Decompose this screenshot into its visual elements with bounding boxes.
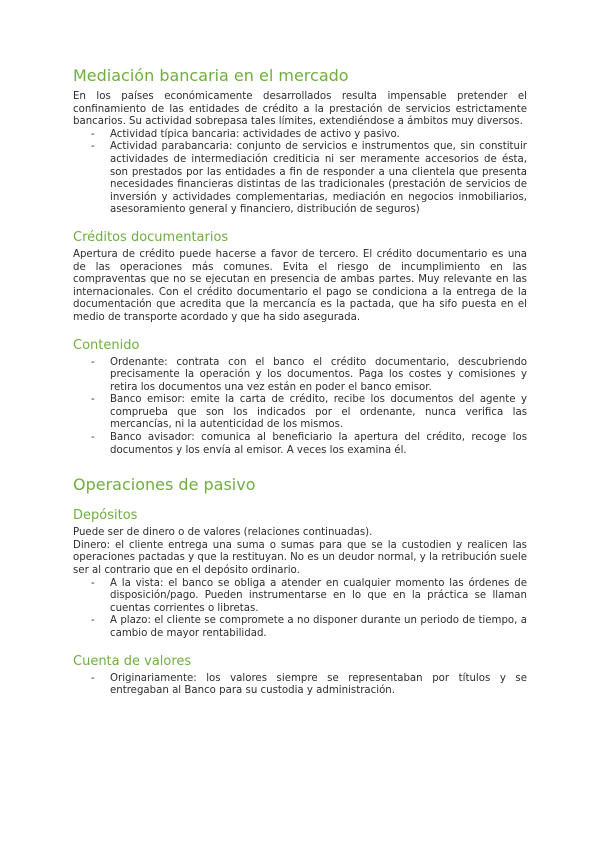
heading-pasivo: Operaciones de pasivo — [73, 475, 256, 495]
document-page — [73, 66, 527, 698]
list-item: - A plazo: el cliente se compromete a no disponer durante un periodo de tiempo, a cambio de mayor rentabilidad. — [110, 615, 527, 640]
list-depositos — [73, 578, 527, 641]
heading-depositos: Depósitos — [73, 508, 138, 524]
heading-contenido: Contenido — [73, 337, 140, 353]
list-item: - A la vista: el banco se obliga a atender en cualquier momento las órdenes de disposición/pago. Pueden instrumentarse en lo que en la práctica se llaman cuentas corrientes o libretas. — [110, 578, 527, 616]
paragraph-depositos-2: Dinero: el cliente entrega una suma o sumas para que se la custodien y realicen las operaciones pactadas y que la restituyan. No es un deudor normal, y la retribución suele ser al contrario que en el depósito ordinario. — [73, 539, 527, 577]
list-item: - Originariamente: los valores siempre se representaban por títulos y se entregaban al Banco para su custodia y administración. — [110, 673, 527, 698]
list-item: - Actividad parabancaria: conjunto de servicios e instrumentos que, sin constituir actividades de intermediación crediticia ni ser meramente accesorios de ésta, son prestados por las entidades a fin de responder a una clientela que presenta necesidades financieras distintas de las tradicionales (prestación de servicios de inversión y actividades complementarias, mediación en negocios inmobiliarios, asesoramiento general y financiero, distribución de seguros) — [110, 141, 527, 217]
list-mediacion — [73, 129, 527, 217]
heading-valores: Cuenta de valores — [73, 653, 192, 669]
list-item: - Banco avisador: comunica al beneficiario la apertura del crédito, recoge los documentos y los envía al emisor. A veces los examina él. — [110, 432, 527, 457]
list-contenido — [73, 357, 527, 458]
heading-mediacion: Mediación bancaria en el mercado — [73, 66, 349, 85]
paragraph-creditos: Apertura de crédito puede hacerse a favor de tercero. El crédito documentario es una de las operaciones más comunes. Evita el riesgo de incumplimiento en las compraventas que no se ejecutan en presencia de ambas partes. Muy relevante en las internacionales. Con el crédito documentario el pago se condiciona a la entrega de la documentación que acredita que la mercancía es la pactada, que ha sifo puesta en el medio de transporte acordado y que ha sido asegurada. — [73, 248, 527, 323]
heading-creditos: Créditos documentarios — [73, 229, 229, 245]
paragraph-depositos-1: Puede ser de dinero o de valores (relaciones continuadas). — [73, 527, 373, 539]
list-item: - Banco emisor: emite la carta de crédito, recibe los documentos del agente y comprueba que son los indicados por el ordenante, nunca verifica las mercancías, ni la autenticidad de los mismos. — [110, 394, 527, 432]
list-valores — [73, 673, 527, 698]
list-item: - Actividad típica bancaria: actividades de activo y pasivo. — [110, 129, 527, 142]
list-item: - Ordenante: contrata con el banco el crédito documentario, descubriendo precisamente la operación y los documentos. Paga los costes y comisiones y retira los documentos una vez están en poder el banco emisor. — [110, 357, 527, 395]
paragraph-mediacion-intro: En los países económicamente desarrollados resulta impensable pretender el confinamiento de las entidades de crédito a la prestación de servicios estrictamente bancarios. Su actividad sobrepasa tales límites, extendiéndose a ámbitos muy diversos. — [73, 91, 527, 128]
